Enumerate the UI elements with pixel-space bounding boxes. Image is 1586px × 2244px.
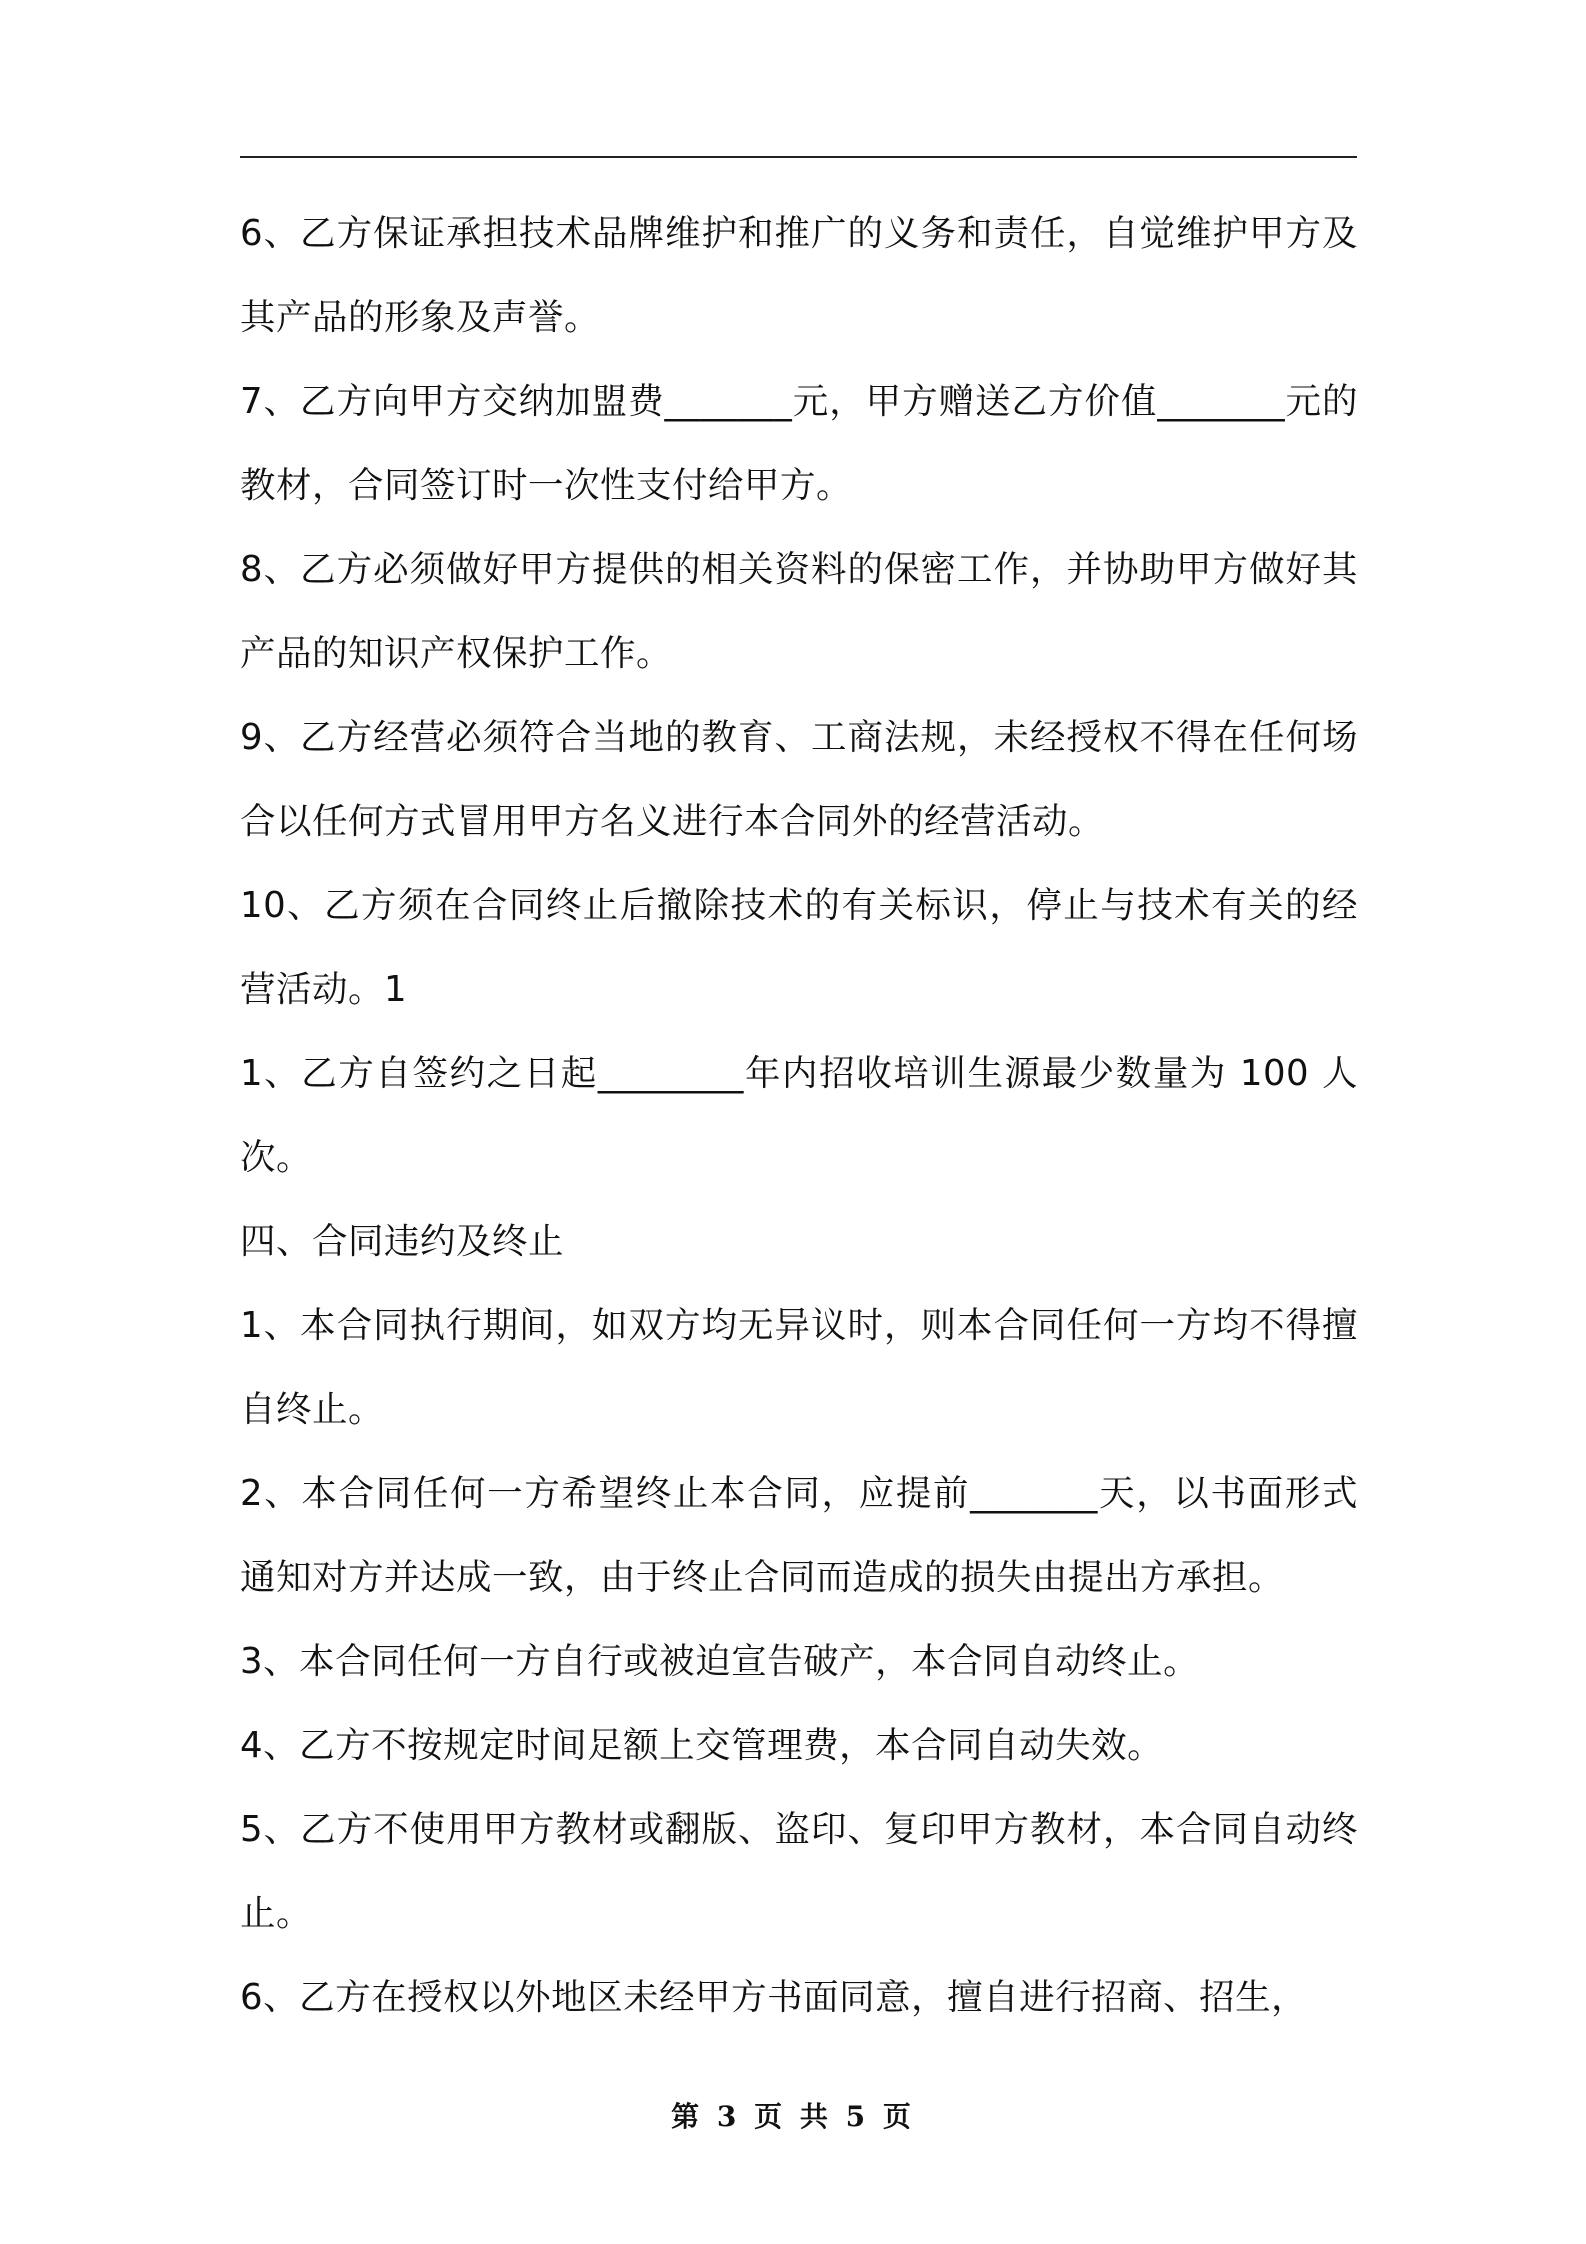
paragraph-clause-11: 1、乙方自签约之日起________年内招收培训生源最少数量为 100 人次。 xyxy=(240,1053,1358,1178)
paragraph-termination-1: 1、本合同执行期间，如双方均无异议时，则本合同任何一方均不得擅自终止。 xyxy=(240,1305,1358,1430)
document-body xyxy=(240,192,1358,2040)
paragraph-termination-2: 2、本合同任何一方希望终止本合同，应提前_______天，以书面形式通知对方并达成一致，由于终止合同而造成的损失由提出方承担。 xyxy=(240,1473,1358,1598)
paragraph-termination-4: 4、乙方不按规定时间足额上交管理费，本合同自动失效。 xyxy=(240,1725,1164,1766)
paragraph-clause-10: 10、乙方须在合同终止后撤除技术的有关标识，停止与技术有关的经营活动。1 xyxy=(240,885,1358,1010)
paragraph-termination-3: 3、本合同任何一方自行或被迫宣告破产，本合同自动终止。 xyxy=(240,1641,1200,1682)
paragraph-termination-6: 6、乙方在授权以外地区未经甲方书面同意，擅自进行招商、招生， xyxy=(240,1977,1308,2018)
page-footer: 第 3 页 共 5 页 xyxy=(671,2100,915,2133)
paragraph-clause-6: 6、乙方保证承担技术品牌维护和推广的义务和责任，自觉维护甲方及其产品的形象及声誉。 xyxy=(240,213,1358,338)
section-heading: 四、合同违约及终止 xyxy=(240,1221,565,1262)
paragraph-clause-9: 9、乙方经营必须符合当地的教育、工商法规，未经授权不得在任何场合以任何方式冒用甲方名义进行本合同外的经营活动。 xyxy=(240,717,1358,842)
header-rule xyxy=(240,156,1357,158)
paragraph-clause-8: 8、乙方必须做好甲方提供的相关资料的保密工作，并协助甲方做好其产品的知识产权保护工作。 xyxy=(240,549,1358,674)
paragraph-termination-5: 5、乙方不使用甲方教材或翻版、盗印、复印甲方教材，本合同自动终止。 xyxy=(240,1809,1358,1934)
paragraph-clause-7: 7、乙方向甲方交纳加盟费_______元，甲方赠送乙方价值_______元的教材，合同签订时一次性支付给甲方。 xyxy=(240,381,1358,506)
